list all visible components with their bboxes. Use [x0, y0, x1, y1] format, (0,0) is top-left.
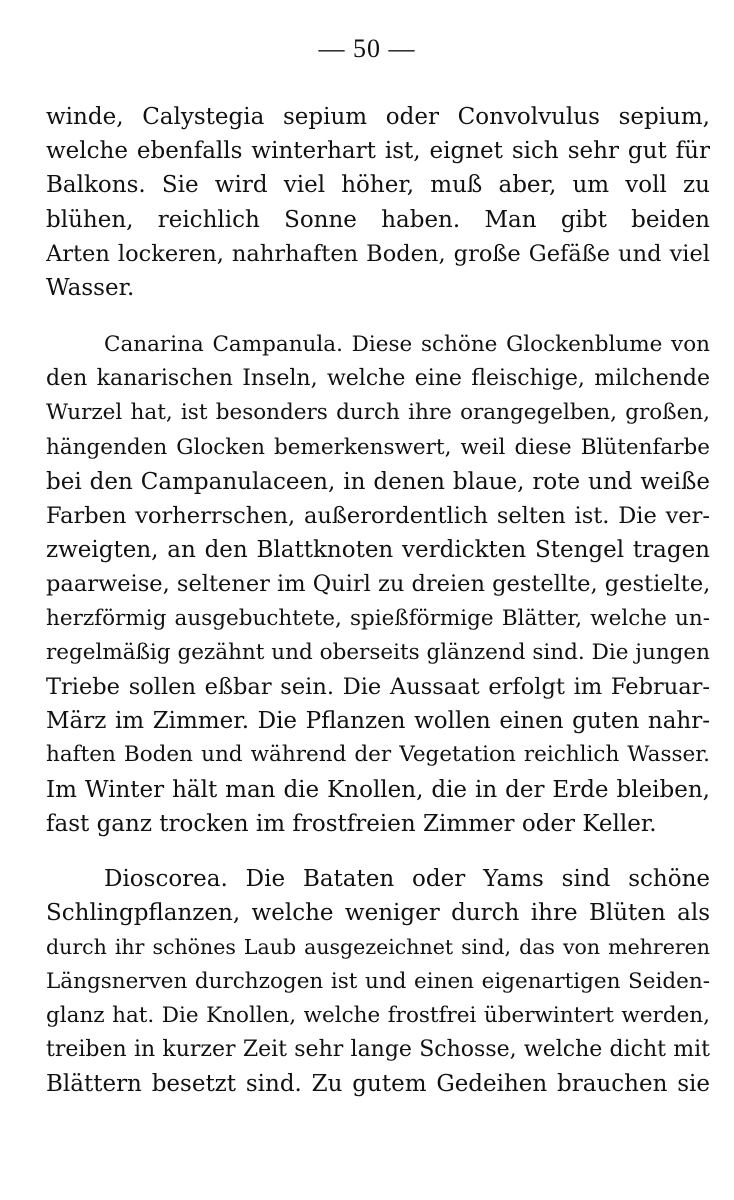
text-line: treiben in kurzer Zeit sehr lange Schosse, welche dicht mit [46, 1037, 710, 1063]
text-line: Blättern besetzt sind. Zu gutem Gedeihen brauchen sie [46, 1071, 710, 1098]
text-line: herzförmig ausgebuchtete, spießförmige Blätter, welche un- [46, 605, 710, 631]
text-line: Triebe sollen eßbar sein. Die Aussaat erfolgt im Februar- [46, 674, 710, 701]
text-line: durch ihr schönes Laub ausgezeichnet sind, das von mehreren [46, 935, 710, 960]
text-line: März im Zimmer. Die Pflanzen wollen einen guten nahr- [46, 708, 710, 735]
text-line: Balkons. Sie wird viel höher, muß aber, um voll zu [46, 172, 710, 199]
text-line: zweigten, an den Blattknoten verdickten Stengel tragen [46, 537, 710, 564]
text-line: paarweise, seltener im Quirl zu dreien gestellte, gestielte, [46, 571, 710, 598]
text-line: winde, Calystegia sepium oder Convolvulus sepium, [46, 104, 710, 130]
text-line: Längsnerven durchzogen ist und einen eigenartigen Seiden- [46, 968, 710, 994]
text-line: haften Boden und während der Vegetation reichlich Wasser. [46, 742, 710, 768]
paragraph-canarina [46, 328, 710, 841]
paragraph-dioscorea [46, 862, 710, 1101]
text-line: bei den Campanulaceen, in denen blaue, rote und weiße [46, 468, 710, 495]
text-line: Canarina Campanula. Diese schöne Glockenblume von [104, 332, 710, 357]
text-line: Dioscorea. Die Bataten oder Yams sind schöne [104, 866, 710, 892]
text-line: Arten lockeren, nahrhaften Boden, große Gefäße und viel [46, 240, 710, 267]
text-line: Wurzel hat, ist besonders durch ihre orangegelben, großen, [46, 400, 710, 426]
text-line: Im Winter hält man die Knollen, die in der Erde bleiben, [46, 776, 710, 803]
text-line: blühen, reichlich Sonne haben. Man gibt beiden [46, 206, 710, 233]
text-line: den kanarischen Inseln, welche eine fleischige, milchende [46, 366, 710, 392]
text-line: Wasser. [46, 275, 135, 302]
page-number: — 50 — [318, 34, 416, 63]
text-line: hängenden Glocken bemerkenswert, weil diese Blütenfarbe [46, 434, 710, 460]
text-line: Schlingpflanzen, welche weniger durch ihre Blüten als [46, 900, 710, 927]
text-line: Farben vorherrschen, außerordentlich selten ist. Die ver- [46, 503, 710, 530]
paragraph-winde [46, 100, 710, 305]
text-line: glanz hat. Die Knollen, welche frostfrei überwintert werden, [46, 1002, 710, 1028]
text-line: welche ebenfalls winterhart ist, eignet sich sehr gut für [46, 138, 710, 165]
text-line: regelmäßig gezähnt und oberseits glänzend sind. Die jungen [46, 639, 710, 665]
text-line: fast ganz trocken im frostfreien Zimmer oder Keller. [46, 810, 657, 837]
